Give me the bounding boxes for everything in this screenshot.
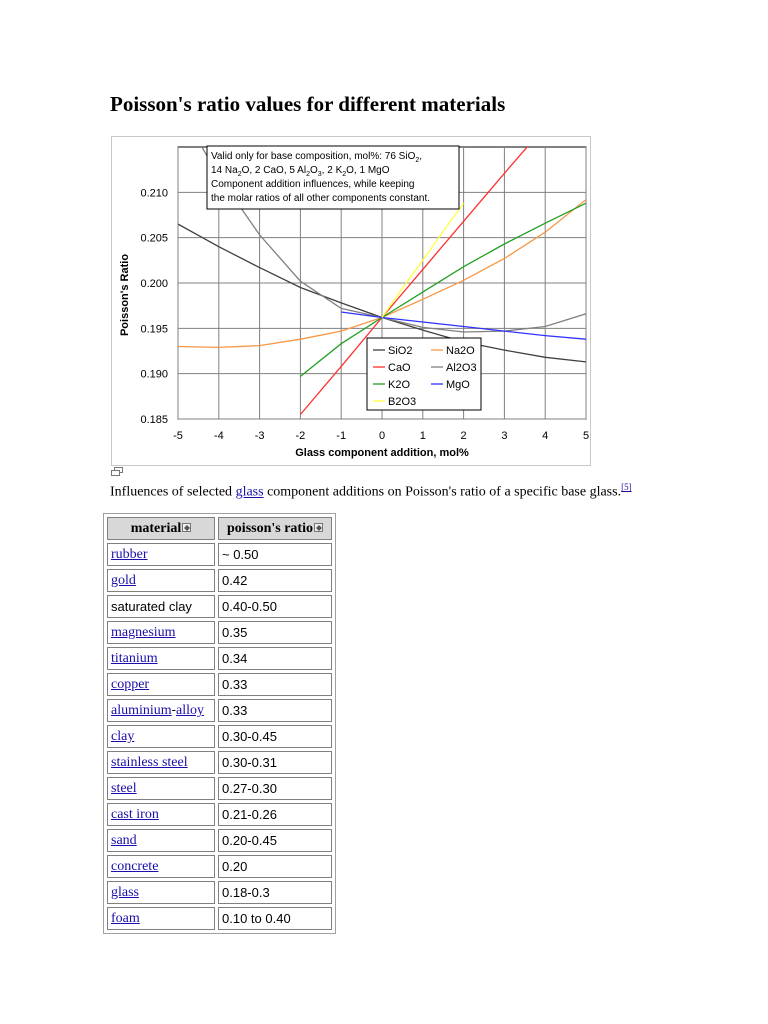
header-material[interactable]: [107, 517, 215, 540]
y-axis-label: Poisson's Ratio: [119, 253, 131, 337]
x-tick-label: -5: [173, 430, 183, 442]
material-cell: [107, 777, 215, 800]
table-header-row: [107, 517, 332, 540]
material-cell: saturated clay: [107, 595, 215, 618]
table-row: [107, 699, 332, 722]
material-link[interactable]: foam: [111, 911, 140, 926]
caption-text-start: Influences of selected: [110, 484, 236, 500]
x-tick-label: 5: [582, 430, 590, 442]
table-row: [107, 543, 332, 566]
material-link[interactable]: cast iron: [111, 807, 159, 822]
caption-text-end: component additions on Poisson's ratio of a specific base glass.: [263, 484, 622, 500]
ratio-cell: ~ 0.50: [218, 543, 332, 566]
ratio-cell: 0.33: [218, 699, 332, 722]
note-line-3: Component addition influences, while keeping: [211, 179, 415, 190]
x-tick-label: -3: [254, 430, 265, 442]
material-link[interactable]: glass: [111, 885, 139, 900]
enlarge-icon[interactable]: [111, 467, 123, 476]
material-link[interactable]: clay: [111, 729, 135, 744]
legend-label: SiO2: [388, 345, 413, 357]
caption-link-glass[interactable]: glass: [235, 484, 264, 500]
ratio-cell: 0.34: [218, 647, 332, 670]
x-tick-label: 0: [378, 430, 386, 442]
material-link[interactable]: stainless steel: [111, 755, 188, 770]
poisson-ratio-chart: [112, 137, 590, 465]
table-row: [107, 829, 332, 852]
hyphen: -: [171, 702, 177, 717]
ratio-cell: 0.20-0.45: [218, 829, 332, 852]
material-link[interactable]: sand: [111, 833, 137, 848]
ratio-cell: 0.42: [218, 569, 332, 592]
legend-label: Na2O: [446, 345, 475, 357]
sort-icon[interactable]: [182, 523, 191, 532]
y-tick-label: 0.190: [140, 368, 168, 381]
note-line-2-text: O, 2 CaO, 5 Al: [241, 165, 307, 176]
table-row: [107, 803, 332, 826]
material-cell: [107, 751, 215, 774]
poisson-ratio-table: [103, 513, 336, 934]
table-row: [107, 751, 332, 774]
x-tick-label: 2: [460, 430, 467, 442]
ratio-cell: 0.10 to 0.40: [218, 907, 332, 930]
note-subscript: 2: [237, 171, 242, 178]
ratio-cell: 0.21-0.26: [218, 803, 332, 826]
ratio-cell: 0.20: [218, 855, 332, 878]
material-cell: [107, 621, 215, 644]
material-cell: [107, 647, 215, 670]
material-link[interactable]: steel: [111, 781, 137, 796]
ratio-cell: 0.18-0.3: [218, 881, 332, 904]
legend-label: B2O3: [388, 396, 417, 408]
note-line-4: the molar ratios of all other components constant.: [211, 193, 431, 204]
note-subscript: 2: [342, 171, 347, 178]
x-tick-label: 1: [419, 430, 426, 442]
table-row: [107, 673, 332, 696]
material-link[interactable]: copper: [111, 677, 150, 692]
reference-link[interactable]: [5]: [621, 482, 632, 492]
legend-label: K2O: [388, 379, 411, 391]
y-tick-label: 0.185: [140, 414, 168, 426]
ratio-cell: 0.30-0.45: [218, 725, 332, 748]
y-tick-label: 0.200: [140, 278, 168, 290]
table-row: [107, 569, 332, 592]
table-row: [107, 855, 332, 878]
header-ratio-label: poisson's ratio: [227, 520, 313, 536]
x-tick-label: -4: [213, 430, 224, 442]
material-cell: [107, 543, 215, 566]
material-link[interactable]: concrete: [111, 859, 159, 874]
material-cell: [107, 803, 215, 826]
ratio-cell: 0.33: [218, 673, 332, 696]
x-tick-label: 4: [542, 430, 549, 442]
material-cell: [107, 907, 215, 930]
x-tick-label: -1: [336, 430, 347, 442]
y-tick-label: 0.205: [140, 232, 168, 245]
table-row: [107, 881, 332, 904]
material-cell: [107, 699, 215, 722]
material-cell: [107, 881, 215, 904]
header-material-label: material: [130, 520, 182, 536]
material-cell: [107, 673, 215, 696]
note-subscript: 2: [306, 171, 310, 178]
table-row: [107, 621, 332, 644]
material-link[interactable]: magnesium: [111, 625, 176, 640]
table-row: [107, 725, 332, 748]
material-cell: [107, 829, 215, 852]
table-row: [107, 595, 332, 618]
x-tick-label: 3: [501, 430, 508, 442]
y-tick-label: 0.195: [140, 323, 168, 336]
chart-figure: [111, 136, 591, 466]
legend-label: Al2O3: [446, 362, 477, 374]
ratio-cell: 0.35: [218, 621, 332, 644]
note-subscript: 3: [317, 171, 322, 178]
note-line-2-text: O, 1 MgO: [346, 165, 390, 176]
header-poissons-ratio[interactable]: [218, 517, 332, 540]
x-tick-label: -2: [295, 430, 306, 442]
note-line-2-text: 14 Na: [211, 165, 238, 176]
figure-caption: [110, 479, 670, 501]
note-line-2-text: O: [309, 165, 318, 176]
material-cell: [107, 725, 215, 748]
table-row: [107, 647, 332, 670]
material-cell: [107, 855, 215, 878]
note-line-1-text: Valid only for base composition, mol%: 76 SiO: [211, 151, 416, 162]
legend-label: MgO: [446, 379, 470, 391]
table-row: [107, 777, 332, 800]
material-link[interactable]: titanium: [111, 651, 158, 666]
page-title: Poisson's ratio values for different materials: [110, 92, 506, 116]
note-line-1-tail: ,: [419, 151, 423, 162]
material-cell: [107, 569, 215, 592]
x-axis-label: Glass component addition, mol%: [295, 447, 469, 459]
note-line-2-text: , 2 K: [321, 165, 343, 176]
material-link[interactable]: aluminium: [111, 703, 172, 718]
material-link[interactable]: rubber: [111, 547, 148, 562]
material-link[interactable]: gold: [111, 573, 136, 588]
ratio-cell: 0.27-0.30: [218, 777, 332, 800]
y-tick-label: 0.210: [140, 187, 168, 200]
ratio-cell: 0.30-0.31: [218, 751, 332, 774]
note-subscript: 2: [415, 157, 420, 164]
legend-label: CaO: [388, 362, 411, 374]
material-link[interactable]: alloy: [176, 703, 205, 718]
table-row: [107, 907, 332, 930]
sort-icon[interactable]: [314, 523, 323, 532]
table-body: [107, 543, 332, 930]
ratio-cell: 0.40-0.50: [218, 595, 332, 618]
